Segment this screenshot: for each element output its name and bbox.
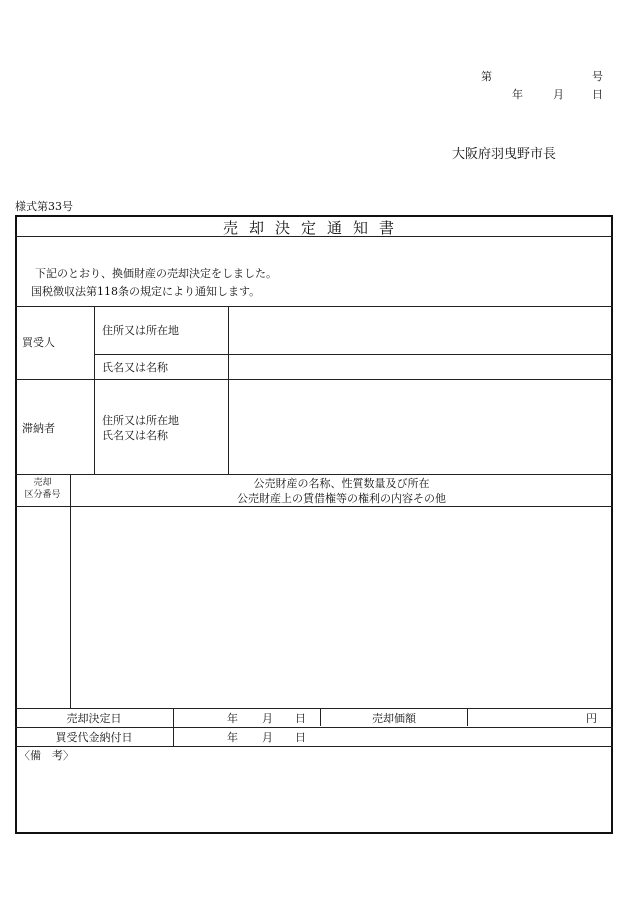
header-year: 年 xyxy=(512,88,523,101)
delinquent-field[interactable] xyxy=(229,381,612,473)
category-label-line-1: 売却 xyxy=(33,478,52,488)
intro-divider xyxy=(15,306,613,307)
header-month: 月 xyxy=(553,88,564,101)
buyer-divider xyxy=(15,379,613,380)
sale-date-label: 売却決定日 xyxy=(66,712,122,725)
payment-date-day: 日 xyxy=(295,731,306,744)
payment-date-label: 買受代金納付日 xyxy=(55,731,133,744)
buyer-name-label: 氏名又は名称 xyxy=(102,361,168,374)
footer-row-divider xyxy=(15,727,613,728)
buyer-address-label: 住所又は所在地 xyxy=(102,324,179,337)
label-column-divider xyxy=(94,306,95,474)
number-prefix: 第 xyxy=(481,70,492,83)
delinquent-label: 滞納者 xyxy=(22,422,55,435)
remarks-divider xyxy=(15,746,613,747)
form-title: 売却決定通知書 xyxy=(222,219,405,237)
delinquent-divider xyxy=(15,474,613,475)
header-day: 日 xyxy=(592,88,603,101)
intro-line-2: 国税徴収法第118条の規定により通知します。 xyxy=(31,285,261,298)
buyer-label: 買受人 xyxy=(22,336,55,349)
sale-date-month: 月 xyxy=(262,712,273,725)
sale-date-day: 日 xyxy=(295,712,306,725)
property-description-area[interactable] xyxy=(72,508,612,706)
buyer-inner-divider xyxy=(94,354,613,355)
payment-date-year: 年 xyxy=(227,731,238,744)
sale-date-year: 年 xyxy=(227,712,238,725)
property-desc-line-1: 公売財産の名称、性質数量及び所在 xyxy=(253,477,430,490)
property-desc-line-2: 公売財産上の賃借権等の権利の内容その他 xyxy=(237,492,446,505)
buyer-address-field[interactable] xyxy=(229,308,612,353)
delinquent-address-label: 住所又は所在地 xyxy=(102,414,179,427)
sale-price-field[interactable] xyxy=(469,710,579,725)
title-divider xyxy=(15,236,613,237)
yen-unit: 円 xyxy=(586,712,597,725)
sale-price-label: 売却価額 xyxy=(372,712,416,725)
value-column-divider xyxy=(228,306,229,474)
delinquent-name-label: 氏名又は名称 xyxy=(102,429,168,442)
sale-price-right-divider xyxy=(467,708,468,726)
property-bottom-divider xyxy=(15,708,613,709)
property-header-divider xyxy=(15,506,613,507)
remarks-area[interactable] xyxy=(17,763,611,831)
issuer-name: 大阪府羽曳野市長 xyxy=(452,147,557,162)
buyer-name-field[interactable] xyxy=(229,356,612,378)
payment-date-month: 月 xyxy=(262,731,273,744)
number-suffix: 号 xyxy=(592,70,603,83)
category-column-divider xyxy=(70,474,71,708)
intro-line-1: 下記のとおり、換価財産の売却決定をしました。 xyxy=(35,267,277,280)
form-number: 様式第33号 xyxy=(15,200,73,213)
category-label-line-2: 区分番号 xyxy=(24,490,61,500)
remarks-label: 〈備 考〉 xyxy=(19,749,74,762)
